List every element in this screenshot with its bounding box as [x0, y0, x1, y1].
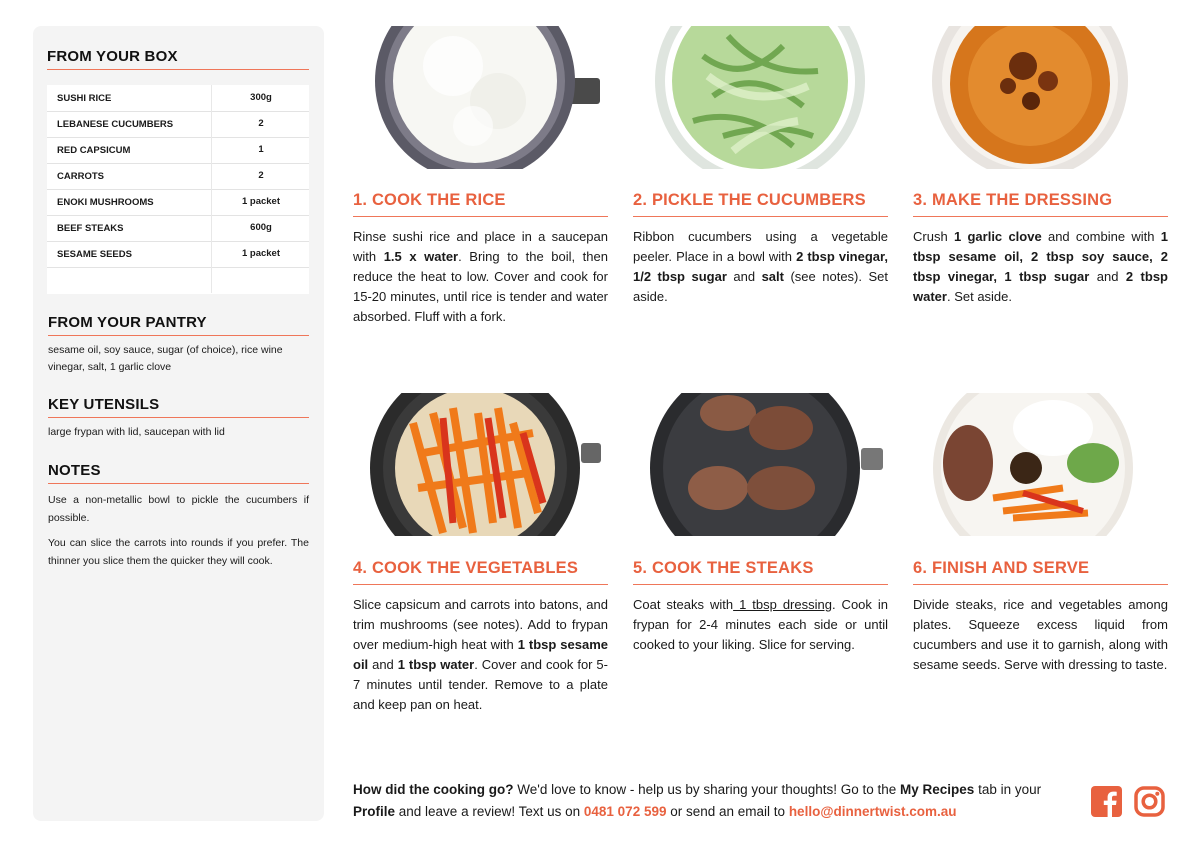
item-qty: 1 packet — [241, 248, 281, 259]
step-4-text: Slice capsicum and carrots into batons, and trim mushrooms (see notes). Add to frypan over medium-high heat with 1 tbsp sesame oil and 1 tbsp water. Cover and cook for 5-7 minutes until tender. Remove to a plate and keep pan on heat. — [353, 597, 608, 712]
table-row — [47, 85, 309, 112]
item-name: RED CAPSICUM — [57, 145, 131, 156]
step-6-photo — [913, 393, 1168, 536]
from-your-box-title: FROM YOUR BOX — [47, 48, 309, 70]
item-name: ENOKI MUSHROOMS — [57, 197, 154, 208]
step-1-title: 1. COOK THE RICE — [353, 191, 608, 217]
sidebar — [33, 26, 324, 821]
item-name: SUSHI RICE — [57, 93, 112, 104]
table-row — [47, 189, 309, 216]
step-6-title: 6. FINISH AND SERVE — [913, 559, 1168, 585]
table-row — [47, 215, 309, 242]
table-row — [47, 111, 309, 138]
from-your-pantry-title: FROM YOUR PANTRY — [48, 314, 309, 336]
facebook-icon[interactable] — [1091, 786, 1122, 817]
utensils-list: large frypan with lid, saucepan with lid — [48, 426, 225, 438]
step-5-text: Coat steaks with 1 tbsp dressing. Cook in frypan for 2-4 minutes each side or until cooked to your liking. Slice for serving. — [633, 597, 888, 652]
item-name: SESAME SEEDS — [57, 249, 132, 260]
step-3-photo — [913, 26, 1168, 169]
table-row — [47, 163, 309, 190]
step-6-text: Divide steaks, rice and vegetables among plates. Squeeze excess liquid from cucumbers and use it to garnish, along with sesame seeds. Serve with dressing to taste. — [913, 597, 1168, 672]
pantry-list: sesame oil, soy sauce, sugar (of choice), rice wine vinegar, salt, 1 garlic clove — [48, 344, 283, 373]
item-qty: 300g — [250, 92, 272, 103]
box-items-table — [47, 85, 309, 294]
item-name: BEEF STEAKS — [57, 223, 124, 234]
notes-title: NOTES — [48, 462, 309, 484]
phone-link[interactable]: 0481 072 599 — [583, 804, 667, 819]
item-qty: 1 packet — [241, 196, 281, 207]
table-row — [47, 241, 309, 268]
step-3-title: 3. MAKE THE DRESSING — [913, 191, 1168, 217]
instagram-icon[interactable] — [1134, 786, 1165, 817]
item-name: CARROTS — [57, 171, 104, 182]
step-5-photo — [633, 393, 888, 536]
step-3-text: Crush 1 garlic clove and combine with 1 tbsp sesame oil, 2 tbsp soy sauce, 2 tbsp vinegar, 1 tbsp sugar and 2 tbsp water. Set aside. — [913, 229, 1168, 304]
table-row — [47, 137, 309, 164]
item-name: LEBANESE CUCUMBERS — [57, 119, 174, 130]
step-4-photo — [353, 393, 608, 536]
step-2-title: 2. PICKLE THE CUCUMBERS — [633, 191, 888, 217]
step-4-title: 4. COOK THE VEGETABLES — [353, 559, 608, 585]
key-utensils-title: KEY UTENSILS — [48, 396, 309, 418]
step-1-text: Rinse sushi rice and place in a saucepan with 1.5 x water. Bring to the boil, then reduce the heat to low. Cover and cook for 15-20 minutes, until rice is tender and water absorbed. Fluff with a fork. — [353, 229, 608, 324]
review-prompt: How did the cooking go? We'd love to know - help us by sharing your thoughts! Go to the My Recipes tab in your Profile and leave a review! Text us on 0481 072 599 or send an email to hello@dinnertwist.com.au — [353, 782, 1042, 819]
note-item: You can slice the carrots into rounds if you prefer. The thinner you slice them the quicker they will cook. — [48, 537, 309, 567]
notes-body — [48, 492, 309, 578]
step-2-photo — [633, 26, 888, 169]
item-qty: 2 — [258, 118, 264, 129]
step-2-text: Ribbon cucumbers using a vegetable peeler. Place in a bowl with 2 tbsp vinegar, 1/2 tbsp sugar and salt (see notes). Set aside. — [633, 229, 888, 304]
table-row-empty — [47, 267, 309, 293]
email-link[interactable]: hello@dinnertwist.com.au — [788, 804, 957, 819]
note-item: Use a non-metallic bowl to pickle the cucumbers if possible. — [48, 494, 309, 524]
step-1-photo — [353, 26, 608, 169]
item-qty: 600g — [250, 222, 272, 233]
item-qty: 2 — [258, 170, 264, 181]
step-5-title: 5. COOK THE STEAKS — [633, 559, 888, 585]
item-qty: 1 — [258, 144, 264, 155]
